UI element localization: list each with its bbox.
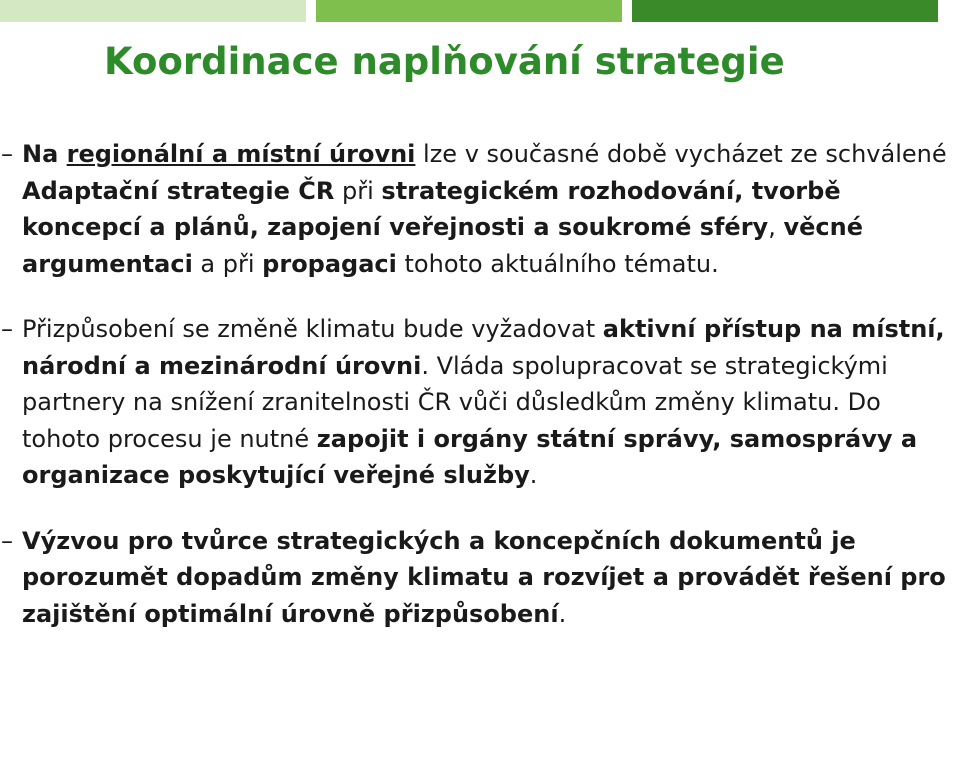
bullet-paragraph-3 (0, 523, 957, 633)
bullet-dash: – (1, 315, 13, 343)
text-segment: regionální a místní úrovni (66, 140, 416, 168)
text-segment: propagaci (262, 249, 397, 278)
header-bar-dark (632, 0, 938, 22)
text-segment: zapojit i orgány státní správy, samosprávy a organizace poskytující veřejné služby (22, 424, 918, 489)
text-segment: Přizpůsobení se změně klimatu bude vyžadovat (22, 315, 603, 343)
text-segment: tohoto aktuálního tématu. (396, 249, 719, 278)
text-segment: strategickém rozhodování, tvorbě koncepcí a plánů, zapojení veřejnosti a soukromé sféry (22, 176, 841, 241)
header-bar-light (0, 0, 306, 22)
text-segment: . (558, 599, 567, 628)
text-segment: , (768, 213, 784, 241)
header-bar-mid (316, 0, 622, 22)
text-segment: a při (192, 249, 263, 278)
text-segment: Na (22, 140, 67, 168)
text-segment: lze v současné době vycházet ze schválené (415, 140, 947, 168)
text-segment: aktivní přístup na místní, národní a mezinárodní úrovni (22, 315, 945, 380)
text-segment: věcné argumentaci (22, 213, 863, 278)
bullet-paragraph-1 (0, 136, 957, 282)
text-segment: . Vláda spolupracovat se strategickými partnery na snížení zranitelnosti ČR vůči důsledkům změny klimatu. Do tohoto procesu je nutné (22, 351, 888, 453)
text-segment: . (529, 461, 538, 489)
text-segment: při (334, 176, 382, 205)
text-segment: Výzvou pro tvůrce strategických a koncepčních dokumentů je porozumět dopadům změny klimatu a rozvíjet a provádět řešení pro zajištění optimální úrovně přizpůsobení (22, 526, 946, 628)
text-segment: Adaptační strategie ČR (22, 176, 335, 205)
bullet-dash: – (1, 140, 13, 168)
slide-title: Koordinace naplňování strategie (104, 40, 785, 83)
bullet-paragraph-2 (0, 311, 957, 494)
slide-body (0, 136, 957, 632)
bullet-dash: – (1, 526, 13, 555)
